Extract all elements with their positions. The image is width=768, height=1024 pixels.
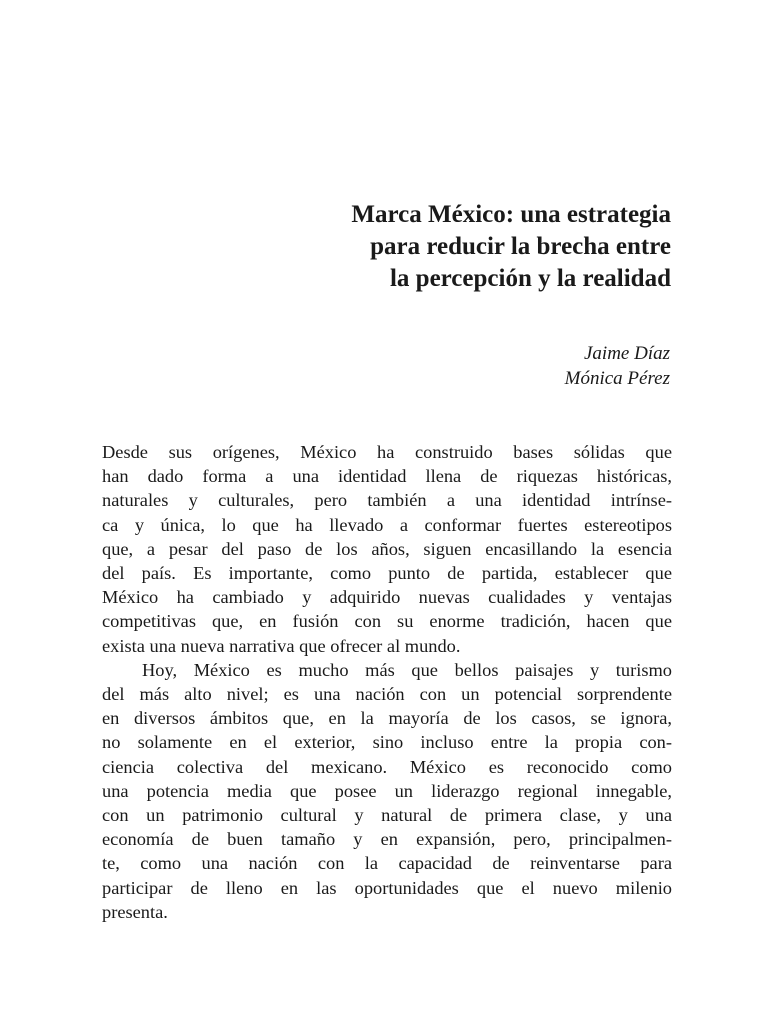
author-name: Jaime Díaz [583, 343, 670, 364]
article-authors [370, 341, 670, 391]
text-line: exista una nueva narrativa que ofrecer al mundo. [102, 635, 461, 656]
text-line: naturales y culturales, pero también a una identidad intrínse- [102, 490, 672, 511]
text-line: economía de buen tamaño y en expansión, pero, principalmen- [102, 829, 672, 850]
author-name: Mónica Pérez [564, 368, 670, 389]
text-line: competitivas que, en fusión con su enorme tradición, hacen que [102, 611, 672, 632]
paragraph [102, 658, 672, 924]
text-line: presenta. [102, 901, 168, 922]
text-line: no solamente en el exterior, sino incluso entre la propia con- [102, 732, 672, 753]
text-line: del más alto nivel; es una nación con un potencial sorprendente [102, 684, 672, 705]
article-title-line: para reducir la brecha entre [370, 233, 671, 260]
text-line: en diversos ámbitos que, en la mayoría de los casos, se ignora, [102, 708, 672, 729]
text-line: Hoy, México es mucho más que bellos paisajes y turismo [142, 659, 672, 680]
text-line: participar de lleno en las oportunidades que el nuevo milenio [102, 877, 672, 898]
text-line: que, a pesar del paso de los años, siguen encasillando la esencia [102, 538, 672, 559]
article-title [151, 199, 671, 295]
text-line: te, como una nación con la capacidad de reinventarse para [102, 853, 672, 874]
article-title-line: Marca México: una estrategia [351, 201, 671, 228]
text-line: con un patrimonio cultural y natural de primera clase, y una [102, 805, 672, 826]
article-title-line: la percepción y la realidad [389, 265, 671, 292]
paragraph [102, 440, 672, 658]
text-line: Desde sus orígenes, México ha construido bases sólidas que [102, 442, 672, 462]
article-body [102, 440, 672, 924]
text-line: una potencia media que posee un liderazgo regional innegable, [102, 780, 672, 801]
text-line: México ha cambiado y adquirido nuevas cualidades y ventajas [102, 587, 672, 608]
text-line: ciencia colectiva del mexicano. México es reconocido como [102, 756, 672, 777]
text-line: han dado forma a una identidad llena de riquezas históricas, [102, 466, 672, 487]
text-line: ca y única, lo que ha llevado a conformar fuertes estereotipos [102, 514, 672, 535]
text-line: del país. Es importante, como punto de partida, establecer que [102, 563, 672, 584]
